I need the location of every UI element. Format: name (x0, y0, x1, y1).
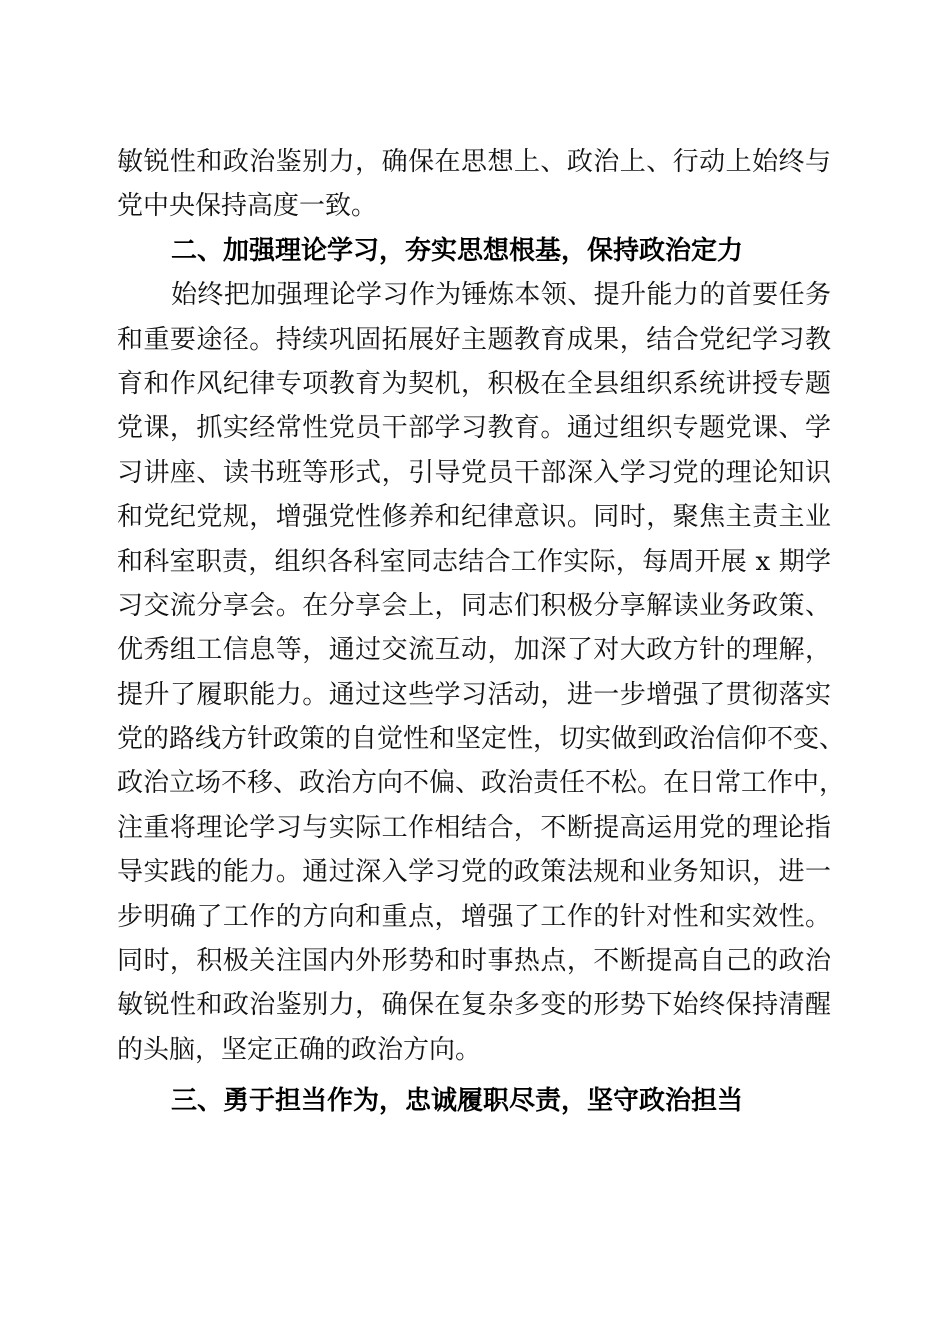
body-text-line: 习交流分享会。在分享会上，同志们积极分享解读业务政策、 (117, 590, 831, 621)
body-text-line: 党中央保持高度一致。 (117, 191, 378, 222)
body-text-line: 政治立场不移、政治方向不偏、政治责任不松。在日常工作中， (117, 768, 846, 799)
body-text-line: 党课，抓实经常性党员干部学习教育。通过组织专题党课、学 (117, 413, 831, 444)
body-text-line: 的头脑，坚定正确的政治方向。 (117, 1034, 482, 1065)
body-text-line: 提升了履职能力。通过这些学习活动，进一步增强了贯彻落实 (117, 679, 831, 710)
body-text-line: 始终把加强理论学习作为锤炼本领、提升能力的首要任务 (171, 280, 831, 311)
body-text-line: 和科室职责，组织各科室同志结合工作实际，每周开展 x 期学 (117, 546, 831, 577)
body-text-line: 导实践的能力。通过深入学习党的政策法规和业务知识，进一 (117, 857, 831, 888)
body-text-line: 敏锐性和政治鉴别力，确保在复杂多变的形势下始终保持清醒 (117, 990, 831, 1021)
body-text-line: 优秀组工信息等，通过交流互动，加深了对大政方针的理解， (117, 635, 831, 666)
section-heading-2: 二、加强理论学习，夯实思想根基，保持政治定力 (171, 235, 744, 266)
body-text-line: 习讲座、读书班等形式，引导党员干部深入学习党的理论知识 (117, 457, 831, 488)
body-text-line: 同时，积极关注国内外形势和时事热点，不断提高自己的政治 (117, 946, 831, 977)
document-page (117, 140, 846, 1124)
section-heading-3: 三、勇于担当作为，忠诚履职尽责，坚守政治担当 (171, 1086, 744, 1117)
body-text-line: 党的路线方针政策的自觉性和坚定性，切实做到政治信仰不变、 (117, 724, 846, 755)
body-text-line: 步明确了工作的方向和重点，增强了工作的针对性和实效性。 (117, 901, 831, 932)
body-text-line: 敏锐性和政治鉴别力，确保在思想上、政治上、行动上始终与 (117, 147, 831, 177)
body-text-line: 和重要途径。持续巩固拓展好主题教育成果，结合党纪学习教 (117, 324, 831, 355)
body-text-line: 和党纪党规，增强党性修养和纪律意识。同时，聚焦主责主业 (117, 502, 831, 533)
body-text-line: 育和作风纪律专项教育为契机，积极在全县组织系统讲授专题 (117, 368, 831, 399)
body-text-line: 注重将理论学习与实际工作相结合，不断提高运用党的理论指 (117, 812, 831, 843)
